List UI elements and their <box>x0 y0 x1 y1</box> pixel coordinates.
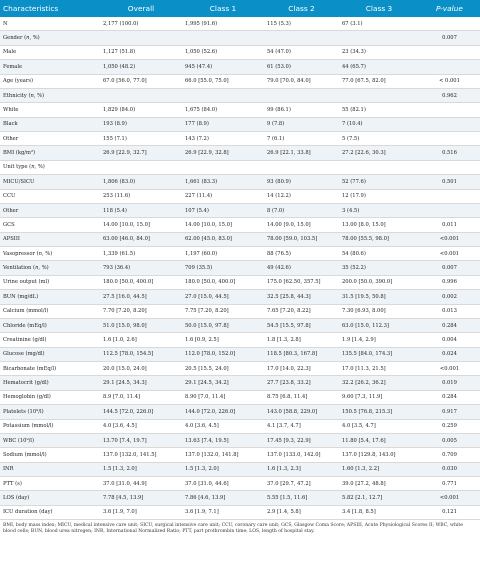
characteristic-cell: Hemoglobin (g/dl) <box>0 390 100 404</box>
p-value-cell <box>419 132 480 146</box>
class-3-cell <box>339 160 419 174</box>
table-row <box>0 333 480 347</box>
class-2-cell: 78.00 [59.0, 103.5] <box>264 232 339 246</box>
class-2-cell: 79.0 [70.0, 84.0] <box>264 74 339 88</box>
class-2-cell: 118.5 [80.3, 167.8] <box>264 347 339 361</box>
class-2-cell: 32.5 [25.8, 44.3] <box>264 290 339 304</box>
class-1-cell: 29.1 [24.5, 34.2] <box>182 376 264 390</box>
overall-cell: 193 (8.9) <box>100 117 182 131</box>
characteristic-cell: BMI (kg/m²) <box>0 146 100 160</box>
class-3-cell: 1.60 [1.3, 2.2] <box>339 462 419 476</box>
class-2-cell: 14 (12.2) <box>264 189 339 203</box>
table-row <box>0 17 480 31</box>
overall-cell <box>100 31 182 45</box>
class-1-cell: 7.75 [7.20, 8.20] <box>182 304 264 318</box>
class-3-cell: 7 (10.4) <box>339 117 419 131</box>
overall-cell: 7.78 [4.5, 13.9] <box>100 491 182 505</box>
overall-cell: 8.9 [7.0, 11.4] <box>100 390 182 404</box>
p-value-cell <box>419 203 480 217</box>
table-row <box>0 477 480 491</box>
class-2-cell: 93 (80.9) <box>264 175 339 189</box>
characteristic-cell: INR <box>0 462 100 476</box>
characteristic-cell: MICU/SICU <box>0 175 100 189</box>
class-1-cell: 14.00 [10.0, 15.0] <box>182 218 264 232</box>
overall-cell: 155 (7.1) <box>100 132 182 146</box>
p-value-cell: 0.019 <box>419 376 480 390</box>
class-3-cell: 44 (65.7) <box>339 60 419 74</box>
class-2-cell: 2.9 [1.4, 5.8] <box>264 505 339 519</box>
header-overall: Overall <box>100 0 182 17</box>
p-value-cell <box>419 189 480 203</box>
class-1-cell: 1,050 (52.6) <box>182 45 264 59</box>
overall-cell: 1,050 (48.2) <box>100 60 182 74</box>
class-1-cell: 1,661 (83.3) <box>182 175 264 189</box>
overall-cell: 7.70 [7.20, 8.20] <box>100 304 182 318</box>
table-row <box>0 117 480 131</box>
characteristic-cell: Black <box>0 117 100 131</box>
overall-cell: 63.00 [46.0, 84.0] <box>100 232 182 246</box>
class-3-cell: 77.0 [67.5, 82.0] <box>339 74 419 88</box>
class-2-cell: 5.55 [1.5, 11.6] <box>264 491 339 505</box>
table-row <box>0 247 480 261</box>
characteristic-cell: LOS (day) <box>0 491 100 505</box>
table-row <box>0 419 480 433</box>
overall-cell <box>100 160 182 174</box>
overall-cell: 1.6 [1.0, 2.6] <box>100 333 182 347</box>
class-3-cell: 4.0 [3.5, 4.7] <box>339 419 419 433</box>
p-value-cell <box>419 45 480 59</box>
overall-cell: 118 (5.4) <box>100 203 182 217</box>
characteristic-cell: Hematocrit (g/dl) <box>0 376 100 390</box>
p-value-cell: 0.121 <box>419 505 480 519</box>
characteristic-cell: Calcium (mmol/l) <box>0 304 100 318</box>
class-2-cell: 115 (5.3) <box>264 17 339 31</box>
class-2-cell: 88 (76.5) <box>264 247 339 261</box>
p-value-cell: 0.962 <box>419 88 480 102</box>
class-3-cell: 54 (80.6) <box>339 247 419 261</box>
overall-cell: 14.00 [10.0, 15.0] <box>100 218 182 232</box>
class-1-cell: 1.5 [1.3, 2.0] <box>182 462 264 476</box>
class-2-cell: 8.75 [6.8, 11.4] <box>264 390 339 404</box>
class-3-cell <box>339 88 419 102</box>
table-row <box>0 362 480 376</box>
class-2-cell <box>264 88 339 102</box>
class-2-cell: 137.0 [133.0, 142.0] <box>264 448 339 462</box>
table-row <box>0 290 480 304</box>
class-3-cell: 3.4 [1.8, 8.5] <box>339 505 419 519</box>
overall-cell: 27.5 [16.0, 44.5] <box>100 290 182 304</box>
characteristic-cell: Other <box>0 132 100 146</box>
table-row <box>0 261 480 275</box>
p-value-cell: 0.501 <box>419 175 480 189</box>
class-3-cell: 78.00 [55.5, 98.0] <box>339 232 419 246</box>
table-row <box>0 304 480 318</box>
class-2-cell: 54.5 [15.5, 97.8] <box>264 318 339 332</box>
p-value-cell <box>419 60 480 74</box>
class-1-cell <box>182 31 264 45</box>
characteristic-cell: APSIII <box>0 232 100 246</box>
class-1-cell: 137.0 [132.0, 141.8] <box>182 448 264 462</box>
characteristic-cell: Ethnicity (n, %) <box>0 88 100 102</box>
class-1-cell: 227 (11.4) <box>182 189 264 203</box>
class-3-cell: 32.2 [26.2, 36.2] <box>339 376 419 390</box>
p-value-cell: 0.284 <box>419 390 480 404</box>
class-3-cell: 27.2 [22.6, 30.3] <box>339 146 419 160</box>
header-class-1: Class 1 <box>182 0 264 17</box>
table-row <box>0 491 480 505</box>
class-1-cell: 62.00 [45.0, 83.0] <box>182 232 264 246</box>
class-3-cell: 9.60 [7.3, 11.9] <box>339 390 419 404</box>
class-1-cell: 1,675 (84.0) <box>182 103 264 117</box>
table-row <box>0 232 480 246</box>
class-2-cell: 8 (7.0) <box>264 203 339 217</box>
class-1-cell: 144.0 [72.0, 226.0] <box>182 405 264 419</box>
class-1-cell: 50.0 [15.0, 97.8] <box>182 318 264 332</box>
overall-cell: 793 (36.4) <box>100 261 182 275</box>
class-2-cell: 26.9 [22.1, 33.8] <box>264 146 339 160</box>
characteristic-cell: GCS <box>0 218 100 232</box>
class-2-cell: 7.65 [7.20, 8.22] <box>264 304 339 318</box>
table-row <box>0 103 480 117</box>
table-row <box>0 390 480 404</box>
table-row <box>0 74 480 88</box>
class-3-cell: 55 (82.1) <box>339 103 419 117</box>
table-row <box>0 132 480 146</box>
p-value-cell: 0.996 <box>419 275 480 289</box>
table-row <box>0 88 480 102</box>
p-value-cell: 0.013 <box>419 304 480 318</box>
characteristic-cell: Other <box>0 203 100 217</box>
overall-cell: 20.0 [15.0, 24.0] <box>100 362 182 376</box>
class-3-cell: 5.82 [2.1, 12.7] <box>339 491 419 505</box>
overall-cell <box>100 88 182 102</box>
table-row <box>0 146 480 160</box>
overall-cell: 51.0 [15.0, 98.0] <box>100 318 182 332</box>
header-row <box>0 0 480 17</box>
characteristic-cell: Platelets (10⁹/l) <box>0 405 100 419</box>
overall-cell: 137.0 [132.0, 141.5] <box>100 448 182 462</box>
table-body <box>0 17 480 520</box>
class-3-cell: 39.0 [27.2, 48.8] <box>339 477 419 491</box>
p-value-cell: 0.917 <box>419 405 480 419</box>
class-2-cell: 54 (47.0) <box>264 45 339 59</box>
table-footnote: BMI, body mass index; MICU, medical intensive care unit; SICU, surgical intensive care unit; CCU, coronary care unit; GCS, Glasgow Coma Score; APSIII, Acute Physiological Scores II; WBC, white blood cells; BUN, blood urea nitrogen; INR, International Normalized Ratio; PTT, part prothrombin time; LOS, length of hospital stay. <box>3 523 463 535</box>
characteristic-cell: Potassium (mmol/l) <box>0 419 100 433</box>
class-3-cell: 7.30 [6.93, 8.00] <box>339 304 419 318</box>
class-2-cell: 1.6 [1.3, 2.3] <box>264 462 339 476</box>
overall-cell: 26.9 [22.9, 32.7] <box>100 146 182 160</box>
overall-cell: 1,829 (84.0) <box>100 103 182 117</box>
class-2-cell <box>264 160 339 174</box>
class-1-cell: 26.9 [22.9, 32.8] <box>182 146 264 160</box>
characteristic-cell: BUN (mg/dL) <box>0 290 100 304</box>
class-3-cell: 200.0 [50.0, 390.0] <box>339 275 419 289</box>
characteristic-cell: ICU duration (day) <box>0 505 100 519</box>
p-value-cell: 0.259 <box>419 419 480 433</box>
p-value-cell <box>419 103 480 117</box>
p-value-cell <box>419 160 480 174</box>
class-1-cell: 1.6 [0.9, 2.5] <box>182 333 264 347</box>
class-3-cell: 23 (34.3) <box>339 45 419 59</box>
p-value-cell: 0.284 <box>419 318 480 332</box>
class-1-cell: 13.63 [7.4, 19.5] <box>182 433 264 447</box>
class-2-cell: 17.45 [9.3, 22.9] <box>264 433 339 447</box>
p-value-cell: 0.771 <box>419 477 480 491</box>
p-value-cell: < 0.001 <box>419 74 480 88</box>
class-3-cell: 52 (77.6) <box>339 175 419 189</box>
class-3-cell: 31.5 [19.5, 50.8] <box>339 290 419 304</box>
class-2-cell: 1.8 [1.3, 2.8] <box>264 333 339 347</box>
characteristic-cell: Sodium (mmol/l) <box>0 448 100 462</box>
characteristic-cell: Vasopressor (n, %) <box>0 247 100 261</box>
characteristic-cell: Creatinine (g/dl) <box>0 333 100 347</box>
class-1-cell: 107 (5.4) <box>182 203 264 217</box>
table-row <box>0 462 480 476</box>
table-row <box>0 203 480 217</box>
p-value-cell <box>419 117 480 131</box>
class-3-cell: 3 (4.5) <box>339 203 419 217</box>
characteristic-cell: Unit type (n, %) <box>0 160 100 174</box>
class-1-cell: 20.5 [15.5, 24.0] <box>182 362 264 376</box>
class-2-cell: 14.00 [9.0, 15.0] <box>264 218 339 232</box>
overall-cell: 13.70 [7.4, 19.7] <box>100 433 182 447</box>
p-value-cell: 0.516 <box>419 146 480 160</box>
table-row <box>0 505 480 519</box>
p-value-cell: 0.011 <box>419 218 480 232</box>
overall-cell: 37.0 [31.0, 44.9] <box>100 477 182 491</box>
overall-cell: 1,806 (83.0) <box>100 175 182 189</box>
table-row <box>0 433 480 447</box>
class-1-cell: 112.0 [78.0, 152.0] <box>182 347 264 361</box>
class-1-cell: 180.0 [50.0, 400.0] <box>182 275 264 289</box>
class-1-cell: 143 (7.2) <box>182 132 264 146</box>
table-row <box>0 60 480 74</box>
class-1-cell: 3.6 [1.9, 7.1] <box>182 505 264 519</box>
class-2-cell: 17.0 [14.0, 22.3] <box>264 362 339 376</box>
table-row <box>0 318 480 332</box>
class-1-cell: 709 (35.5) <box>182 261 264 275</box>
characteristic-cell: Ventilation (n, %) <box>0 261 100 275</box>
p-value-cell: 0.004 <box>419 333 480 347</box>
table-row <box>0 218 480 232</box>
class-1-cell <box>182 88 264 102</box>
class-1-cell: 27.0 [15.0, 44.5] <box>182 290 264 304</box>
characteristic-cell: WBC (10⁹/l) <box>0 433 100 447</box>
class-1-cell: 1,995 (91.6) <box>182 17 264 31</box>
p-value-cell: <0.001 <box>419 247 480 261</box>
characteristic-cell: CCU <box>0 189 100 203</box>
characteristic-cell: Age (years) <box>0 74 100 88</box>
header-class-2: Class 2 <box>264 0 339 17</box>
table-row <box>0 160 480 174</box>
overall-cell: 29.1 [24.5, 34.3] <box>100 376 182 390</box>
class-1-cell: 1,197 (60.0) <box>182 247 264 261</box>
class-3-cell: 67 (3.1) <box>339 17 419 31</box>
class-3-cell: 150.5 [76.8, 215.3] <box>339 405 419 419</box>
class-2-cell: 49 (42.6) <box>264 261 339 275</box>
p-value-cell: 0.030 <box>419 462 480 476</box>
header-characteristics: Characteristics <box>0 0 100 17</box>
overall-cell: 1,339 (61.5) <box>100 247 182 261</box>
characteristic-cell: Chloride (mEq/l) <box>0 318 100 332</box>
table-row <box>0 405 480 419</box>
class-1-cell: 66.0 [55.0, 75.0] <box>182 74 264 88</box>
table-row <box>0 31 480 45</box>
p-value-cell: 0.709 <box>419 448 480 462</box>
class-3-cell: 1.9 [1.4, 2.9] <box>339 333 419 347</box>
class-2-cell: 7 (6.1) <box>264 132 339 146</box>
p-value-cell: 0.002 <box>419 290 480 304</box>
class-1-cell: 945 (47.4) <box>182 60 264 74</box>
table-header <box>0 0 480 17</box>
class-1-cell: 177 (8.9) <box>182 117 264 131</box>
overall-cell: 1.5 [1.3, 2.0] <box>100 462 182 476</box>
characteristic-cell: Female <box>0 60 100 74</box>
characteristic-cell: Gender (n, %) <box>0 31 100 45</box>
header-p-value: P-value <box>419 0 480 17</box>
class-3-cell: 137.0 [129.8, 143.0] <box>339 448 419 462</box>
p-value-cell: <0.001 <box>419 491 480 505</box>
table-row <box>0 275 480 289</box>
table-row <box>0 45 480 59</box>
characteristic-cell: Glucose (mg/dl) <box>0 347 100 361</box>
class-3-cell: 135.5 [84.0, 174.3] <box>339 347 419 361</box>
class-2-cell: 61 (53.0) <box>264 60 339 74</box>
class-3-cell: 5 (7.5) <box>339 132 419 146</box>
table-row <box>0 175 480 189</box>
table-row <box>0 448 480 462</box>
class-2-cell: 27.7 [23.8, 33.2] <box>264 376 339 390</box>
characteristic-cell: N <box>0 17 100 31</box>
table-row <box>0 376 480 390</box>
class-2-cell: 175.0 [62.50, 357.5] <box>264 275 339 289</box>
p-value-cell: 0.007 <box>419 261 480 275</box>
class-2-cell <box>264 31 339 45</box>
table-row <box>0 347 480 361</box>
overall-cell: 112.5 [78.0, 154.5] <box>100 347 182 361</box>
class-3-cell: 63.0 [15.0, 112.3] <box>339 318 419 332</box>
overall-cell: 1,127 (51.8) <box>100 45 182 59</box>
class-2-cell: 4.1 [3.7, 4.7] <box>264 419 339 433</box>
overall-cell: 2,177 (100.0) <box>100 17 182 31</box>
class-3-cell: 17.0 [11.3, 21.5] <box>339 362 419 376</box>
class-3-cell: 12 (17.9) <box>339 189 419 203</box>
class-2-cell: 9 (7.8) <box>264 117 339 131</box>
p-value-cell: 0.007 <box>419 31 480 45</box>
class-2-cell: 37.0 [29.7, 47.2] <box>264 477 339 491</box>
class-3-cell: 11.80 [5.4, 17.6] <box>339 433 419 447</box>
class-3-cell: 35 (52.2) <box>339 261 419 275</box>
overall-cell: 180.0 [50.0, 400.0] <box>100 275 182 289</box>
p-value-cell: <0.001 <box>419 362 480 376</box>
class-1-cell: 4.0 [3.6, 4.5] <box>182 419 264 433</box>
class-2-cell: 99 (86.1) <box>264 103 339 117</box>
p-value-cell: 0.005 <box>419 433 480 447</box>
class-2-cell: 143.0 [58.8, 229.0] <box>264 405 339 419</box>
overall-cell: 4.0 [3.6, 4.5] <box>100 419 182 433</box>
characteristic-cell: Bicarbonate (mEq/l) <box>0 362 100 376</box>
characteristic-cell: White <box>0 103 100 117</box>
overall-cell: 3.6 [1.9, 7.0] <box>100 505 182 519</box>
p-value-cell: 0.024 <box>419 347 480 361</box>
overall-cell: 67.0 [56.0, 77.0] <box>100 74 182 88</box>
class-3-cell: 13.00 [8.0, 15.0] <box>339 218 419 232</box>
p-value-cell: <0.001 <box>419 232 480 246</box>
p-value-cell <box>419 17 480 31</box>
header-class-3: Class 3 <box>339 0 419 17</box>
class-1-cell <box>182 160 264 174</box>
overall-cell: 144.5 [72.0, 226.0] <box>100 405 182 419</box>
class-1-cell: 7.86 [4.6, 13.9] <box>182 491 264 505</box>
characteristic-cell: Male <box>0 45 100 59</box>
table-row <box>0 189 480 203</box>
class-3-cell <box>339 31 419 45</box>
characteristic-cell: PTT (s) <box>0 477 100 491</box>
class-1-cell: 8.90 [7.0, 11.4] <box>182 390 264 404</box>
characteristic-cell: Urine output (ml) <box>0 275 100 289</box>
overall-cell: 253 (11.6) <box>100 189 182 203</box>
class-1-cell: 37.0 [31.0, 44.6] <box>182 477 264 491</box>
